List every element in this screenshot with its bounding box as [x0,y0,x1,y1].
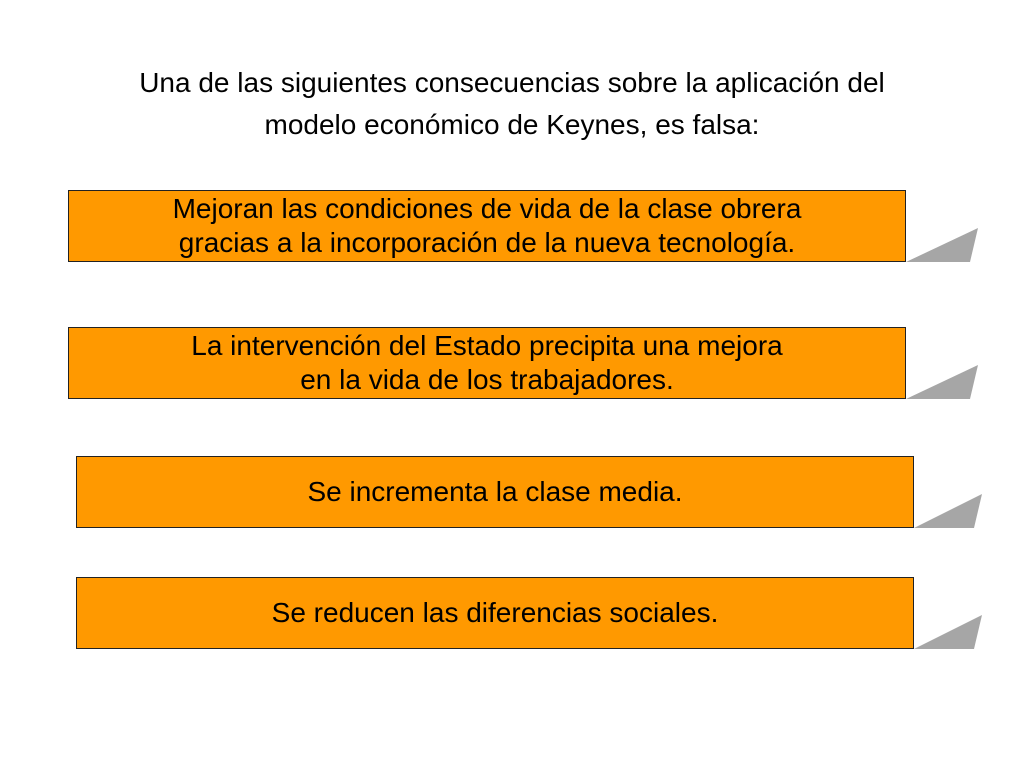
answer-button-2[interactable] [68,327,906,399]
answer-button-1[interactable] [68,190,906,262]
answer-label-1: Mejoran las condiciones de vida de la clase obrera gracias a la incorporación de la nueva tecnología. [172,193,802,258]
question-text: Una de las siguientes consecuencias sobre la aplicación del modelo económico de Keynes, es falsa: [139,67,885,140]
answer-label-3: Se incrementa la clase media. [307,476,683,507]
answer-label-2: La intervención del Estado precipita una mejora en la vida de los trabajadores. [191,330,783,395]
answer-label-4: Se reducen las diferencias sociales. [271,597,719,628]
answer-button-4[interactable] [76,577,914,649]
answer-button-3[interactable] [76,456,914,528]
